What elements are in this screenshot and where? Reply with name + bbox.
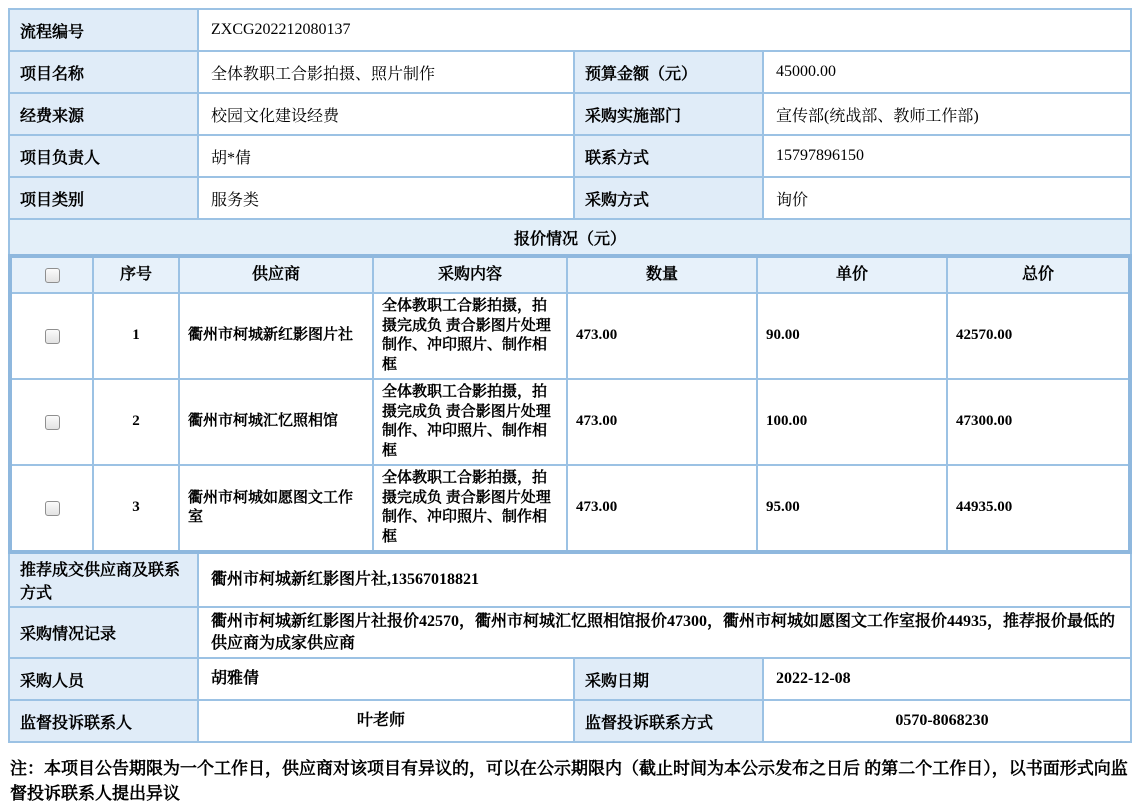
row-2-checkbox[interactable] <box>45 415 60 430</box>
budget-value: 45000.00 <box>762 52 1130 92</box>
header-qty: 数量 <box>566 258 756 292</box>
project-name-label: 项目名称 <box>10 52 197 92</box>
supervision-contact-label: 监督投诉联系人 <box>10 701 197 741</box>
select-all-cell <box>12 258 92 292</box>
row-total: 44935.00 <box>946 466 1128 550</box>
recommended-supplier-row <box>10 554 1130 606</box>
row-unit-price: 95.00 <box>756 466 946 550</box>
contact-value: 15797896150 <box>762 136 1130 176</box>
budget-label: 预算金额（元） <box>573 52 762 92</box>
row-qty: 473.00 <box>566 380 756 464</box>
project-leader-value: 胡*倩 <box>197 136 573 176</box>
quote-row-1 <box>12 292 1128 378</box>
purchaser-label: 采购人员 <box>10 659 197 699</box>
quote-row-2 <box>12 378 1128 464</box>
row-unit-price: 100.00 <box>756 380 946 464</box>
project-name-value: 全体教职工合影拍摄、照片制作 <box>197 52 573 92</box>
procurement-method-label: 采购方式 <box>573 178 762 218</box>
quote-table <box>8 254 1132 554</box>
info-row-project-name <box>10 50 1130 92</box>
quote-section-title: 报价情况（元） <box>10 218 1130 254</box>
supervision-contact-value: 叶老师 <box>197 701 573 741</box>
result-section <box>8 554 1132 743</box>
purchasing-dept-label: 采购实施部门 <box>573 94 762 134</box>
row-select-cell <box>12 466 92 550</box>
row-content: 全体教职工合影拍摄，拍摄完成负 责合影图片处理制作、冲印照片、制作相框 <box>372 380 566 464</box>
project-info-section <box>8 8 1132 254</box>
row-supplier: 衢州市柯城新红影图片社 <box>178 294 372 378</box>
project-category-value: 服务类 <box>197 178 573 218</box>
header-unit-price: 单价 <box>756 258 946 292</box>
info-row-funding <box>10 92 1130 134</box>
info-row-category <box>10 176 1130 218</box>
header-supplier: 供应商 <box>178 258 372 292</box>
supervision-phone-label: 监督投诉联系方式 <box>573 701 762 741</box>
recommended-supplier-label: 推荐成交供应商及联系方式 <box>10 554 197 606</box>
row-total: 42570.00 <box>946 294 1128 378</box>
header-total: 总价 <box>946 258 1128 292</box>
process-id-value: ZXCG202212080137 <box>197 10 1130 50</box>
personnel-row <box>10 657 1130 699</box>
purchasing-dept-value: 宣传部(统战部、教师工作部) <box>762 94 1130 134</box>
row-qty: 473.00 <box>566 294 756 378</box>
row-no: 1 <box>92 294 178 378</box>
process-id-label: 流程编号 <box>10 10 197 50</box>
project-category-label: 项目类别 <box>10 178 197 218</box>
recommended-supplier-value: 衢州市柯城新红影图片社,13567018821 <box>197 554 1130 606</box>
row-3-checkbox[interactable] <box>45 501 60 516</box>
row-content: 全体教职工合影拍摄，拍摄完成负 责合影图片处理制作、冲印照片、制作相框 <box>372 466 566 550</box>
info-row-process-id <box>10 10 1130 50</box>
funding-source-value: 校园文化建设经费 <box>197 94 573 134</box>
procurement-record-row <box>10 606 1130 657</box>
row-select-cell <box>12 380 92 464</box>
contact-label: 联系方式 <box>573 136 762 176</box>
header-no: 序号 <box>92 258 178 292</box>
quote-row-3 <box>12 464 1128 550</box>
purchase-date-label: 采购日期 <box>573 659 762 699</box>
row-supplier: 衢州市柯城汇忆照相馆 <box>178 380 372 464</box>
row-unit-price: 90.00 <box>756 294 946 378</box>
header-content: 采购内容 <box>372 258 566 292</box>
quote-table-header-row <box>12 258 1128 292</box>
project-leader-label: 项目负责人 <box>10 136 197 176</box>
purchaser-value: 胡雅倩 <box>197 659 573 699</box>
procurement-method-value: 询价 <box>762 178 1130 218</box>
info-row-leader <box>10 134 1130 176</box>
row-qty: 473.00 <box>566 466 756 550</box>
row-no: 2 <box>92 380 178 464</box>
row-1-checkbox[interactable] <box>45 329 60 344</box>
purchase-date-value: 2022-12-08 <box>762 659 1130 699</box>
announcement-note: 注：本项目公告期限为一个工作日，供应商对该项目有异议的，可以在公示期限内（截止时间为本公示发布之日后 的第二个工作日），以书面形式向监督投诉联系人提出异议 <box>10 759 1128 803</box>
row-supplier: 衢州市柯城如愿图文工作室 <box>178 466 372 550</box>
select-all-checkbox[interactable] <box>45 268 60 283</box>
row-content: 全体教职工合影拍摄，拍摄完成负 责合影图片处理制作、冲印照片、制作相框 <box>372 294 566 378</box>
row-select-cell <box>12 294 92 378</box>
supervision-row <box>10 699 1130 741</box>
row-total: 47300.00 <box>946 380 1128 464</box>
funding-source-label: 经费来源 <box>10 94 197 134</box>
row-no: 3 <box>92 466 178 550</box>
supervision-phone-value: 0570-8068230 <box>762 701 1130 741</box>
procurement-notice <box>8 8 1132 806</box>
procurement-record-value: 衢州市柯城新红影图片社报价42570，衢州市柯城汇忆照相馆报价47300，衢州市柯城如愿图文工作室报价44935，推荐报价最低的供应商为成家供应商 <box>197 608 1130 657</box>
procurement-record-label: 采购情况记录 <box>10 608 197 657</box>
